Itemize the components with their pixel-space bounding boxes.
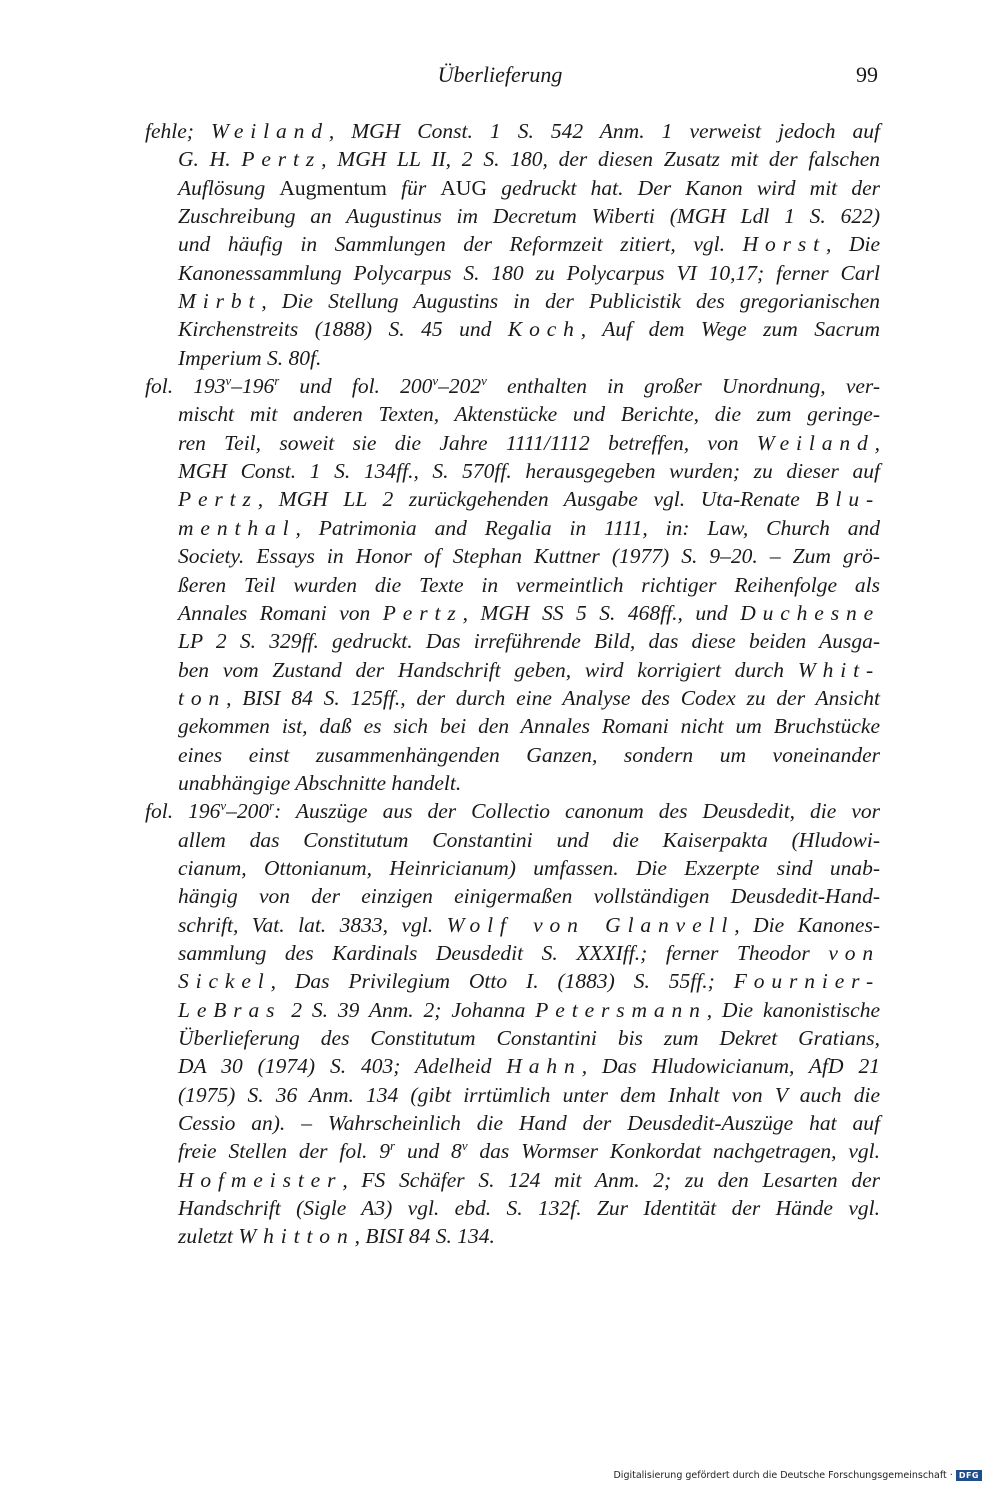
text-segment: , Die Stellung Augustins in der Publicistik des gregorianischen [261, 289, 880, 314]
text-segment: für [386, 175, 441, 200]
author-name: Pertz [178, 487, 258, 512]
text-line [145, 117, 880, 145]
text-segment: : Auszüge aus der Collectio canonum des Deusdedit, die vor [274, 799, 880, 824]
author-name: Petersmann [535, 997, 707, 1022]
folio-side-superscript: r [274, 373, 280, 388]
dfg-logo: DFG [956, 1470, 982, 1481]
digitization-footer [613, 1470, 982, 1481]
text-line [145, 797, 880, 825]
text-line [145, 996, 880, 1024]
text-segment: Zuschreibung an Augustinus im Decretum Wiberti (MGH Ldl 1 S. 622) [178, 204, 880, 229]
text-segment: , BISI 84 S. 134. [354, 1224, 495, 1249]
folio-side-superscript: v [432, 373, 439, 388]
text-segment: MGH Const. 1 S. 134ff., S. 570ff. herausgegeben wurden; zu dieser auf [178, 459, 880, 484]
text-segment: –202 [438, 374, 482, 399]
folio-side-superscript: v [225, 373, 232, 388]
text-segment: ßeren Teil wurden die Texte in vermeintlich richtiger Reihenfolge als [178, 572, 880, 597]
author-name: Pertz [382, 600, 463, 625]
text-segment: , Patrimonia and Regalia in 1111, in: Law, Church and [295, 515, 880, 540]
text-segment: , BISI 84 S. 125ff., der durch eine Analyse des Codex zu der Ansicht [226, 685, 880, 710]
text-segment: schrift, Vat. lat. 3833, vgl. [178, 912, 447, 937]
author-name: Sickel [178, 969, 271, 994]
text-segment: hängig von der einzigen einigermaßen vollständigen Deusdedit-Hand- [178, 884, 880, 909]
text-line [145, 485, 880, 513]
text-segment: –200 [226, 799, 270, 824]
text-segment: Imperium S. 80f. [178, 345, 322, 370]
text-segment: –196 [231, 374, 275, 399]
text-segment: G. H. [178, 147, 242, 172]
body-text [145, 117, 880, 1251]
text-segment: allem das Constitutum Constantini und die Kaiserpakta (Hludowi- [178, 827, 880, 852]
text-line [145, 1024, 880, 1052]
text-segment: , Das Hludowicianum, AfD 21 [581, 1054, 881, 1079]
text-line [145, 826, 880, 854]
author-name: Wolf von Glanvell [446, 912, 735, 937]
folio-side-superscript: v [481, 373, 487, 388]
text-segment: (1975) S. 36 Anm. 134 (gibt irrtümlich unter dem Inhalt von V auch die [178, 1082, 880, 1107]
text-segment: Annales Romani von [178, 600, 383, 625]
footer-credit: Digitalisierung gefördert durch die Deutsche Forschungsgemeinschaft · [613, 1470, 953, 1481]
author-name: Mirbt [178, 289, 262, 314]
text-line [145, 1052, 880, 1080]
text-line [145, 1081, 880, 1109]
running-head-title: Überlieferung [437, 62, 563, 87]
text-line [145, 202, 880, 230]
text-line [145, 429, 880, 457]
text-line [145, 684, 880, 712]
text-line [145, 400, 880, 428]
text-segment: , Die Kanones- [734, 912, 881, 937]
text-segment: , Die [826, 232, 880, 257]
text-segment: unabhängige Abschnitte handelt. [178, 770, 462, 795]
text-segment: Überlieferung des Constitutum Constantini bis zum Dekret Gratians, [178, 1026, 880, 1050]
author-name: Blu- [815, 487, 880, 512]
text-segment: enthalten in großer Unordnung, ver- [486, 374, 880, 399]
text-segment: ben vom Zustand der Handschrift geben, wird korrigiert durch [178, 657, 798, 682]
text-segment: mischt mit anderen Texten, Aktenstücke und Berichte, die zum geringe- [178, 402, 880, 427]
author-name: Hofmeister [178, 1167, 343, 1192]
author-name: menthal [178, 515, 296, 540]
text-segment: eines einst zusammenhängenden Ganzen, sondern um voneinander [178, 742, 880, 767]
text-segment: gekommen ist, daß es sich bei den Annales Romani nicht um Bruchstücke [178, 714, 880, 739]
text-segment: fehle; [145, 119, 211, 143]
text-line [145, 967, 880, 995]
text-line [145, 287, 880, 315]
text-segment: , MGH LL II, 2 S. 180, der diesen Zusatz mit der falschen [321, 147, 881, 172]
text-segment: Cessio an). – Wahrscheinlich die Hand der Deusdedit-Auszüge hat auf [178, 1111, 880, 1136]
text-line [145, 145, 880, 173]
folio-side-superscript: r [269, 799, 275, 814]
text-segment: Augmentum [279, 175, 387, 200]
text-line [145, 712, 880, 740]
folio-side-superscript: r [390, 1139, 396, 1154]
text-line [145, 259, 880, 287]
author-name: von [828, 940, 880, 965]
text-segment: fol. 193 [145, 374, 226, 399]
author-name: Hahn [506, 1054, 582, 1079]
text-line [145, 315, 880, 343]
text-segment: ren Teil, soweit sie die Jahre 1111/1112 betreffen, von [178, 430, 757, 455]
text-line [145, 372, 880, 400]
author-name: Pertz [241, 147, 322, 172]
text-segment: zuletzt [178, 1224, 239, 1249]
text-segment: Handschrift (Sigle A3) vgl. ebd. S. 132f. Zur Identität der Hände vgl. [178, 1196, 880, 1221]
text-segment: Auflösung [178, 175, 280, 200]
text-line [145, 656, 880, 684]
author-name: ton [178, 685, 227, 710]
text-segment: , MGH LL 2 zurückgehenden Ausgabe vgl. Uta-Renate [257, 487, 816, 512]
text-segment: , Die kanonistische [706, 997, 881, 1022]
text-line [145, 230, 880, 258]
text-line [145, 741, 880, 769]
author-name: Koch [507, 317, 581, 342]
text-line [145, 174, 880, 202]
text-segment: Society. Essays in Honor of Stephan Kuttner (1977) S. 9–20. – Zum grö- [178, 544, 880, 569]
text-segment: cianum, Ottonianum, Heinricianum) umfassen. Die Exzerpte sind unab- [178, 855, 880, 880]
author-name: Weiland [211, 119, 329, 143]
text-segment: und fol. 200 [279, 374, 433, 399]
text-segment: , FS Schäfer S. 124 mit Anm. 2; zu den Lesarten der [342, 1167, 880, 1192]
text-line [145, 514, 880, 542]
page-number: 99 [856, 62, 878, 87]
text-segment: , Auf dem Wege zum Sacrum [580, 317, 880, 342]
text-line [145, 769, 880, 797]
text-line [145, 911, 880, 939]
author-name: LeBras [178, 997, 282, 1022]
text-line [145, 882, 880, 910]
author-name: Fournier- [733, 969, 880, 994]
folio-side-superscript: v [461, 1139, 468, 1154]
text-line [145, 1222, 880, 1250]
author-name: Duchesne [740, 600, 880, 625]
text-segment: Kirchenstreits (1888) S. 45 und [178, 317, 508, 342]
text-line [145, 457, 880, 485]
text-segment: fol. 196 [145, 799, 221, 824]
author-name: Horst [742, 232, 826, 257]
text-line [145, 854, 880, 882]
text-segment: , MGH SS 5 S. 468ff., und [462, 600, 741, 625]
text-line [145, 939, 880, 967]
text-segment: , Das Privilegium Otto I. (1883) S. 55ff.; [270, 969, 734, 994]
text-segment: , [874, 430, 880, 455]
folio-side-superscript: v [220, 799, 227, 814]
text-segment: DA 30 (1974) S. 403; Adelheid [178, 1054, 507, 1079]
text-line [145, 344, 880, 372]
text-line [145, 1166, 880, 1194]
text-segment: Kanonessammlung Polycarpus S. 180 zu Polycarpus VI 10,17; ferner Carl [178, 260, 880, 285]
text-segment: 2 S. 39 Anm. 2; Johanna [281, 997, 536, 1022]
text-segment: LP 2 S. 329ff. gedruckt. Das irreführende Bild, das diese beiden Ausga- [178, 629, 880, 654]
author-name: Weiland [756, 430, 875, 455]
text-segment: sammlung des Kardinals Deusdedit S. XXXIff.; ferner Theodor [178, 940, 829, 965]
text-segment: gedruckt hat. Der Kanon wird mit der [487, 175, 881, 200]
text-line [145, 627, 880, 655]
text-line [145, 1109, 880, 1137]
text-line [145, 1137, 880, 1165]
text-segment: AUG [440, 175, 487, 200]
text-segment: das Wormser Konkordat nachgetragen, vgl. [467, 1139, 880, 1164]
text-line [145, 1194, 880, 1222]
text-segment: und 8 [395, 1139, 462, 1164]
text-line [145, 542, 880, 570]
author-name: Whitton [238, 1224, 355, 1249]
text-segment: , MGH Const. 1 S. 542 Anm. 1 verweist jedoch auf [328, 119, 880, 143]
text-segment: und häufig in Sammlungen der Reformzeit zitiert, vgl. [178, 232, 743, 257]
text-line [145, 599, 880, 627]
author-name: Whit- [797, 657, 880, 682]
text-segment: freie Stellen der fol. 9 [178, 1139, 391, 1164]
text-line [145, 571, 880, 599]
